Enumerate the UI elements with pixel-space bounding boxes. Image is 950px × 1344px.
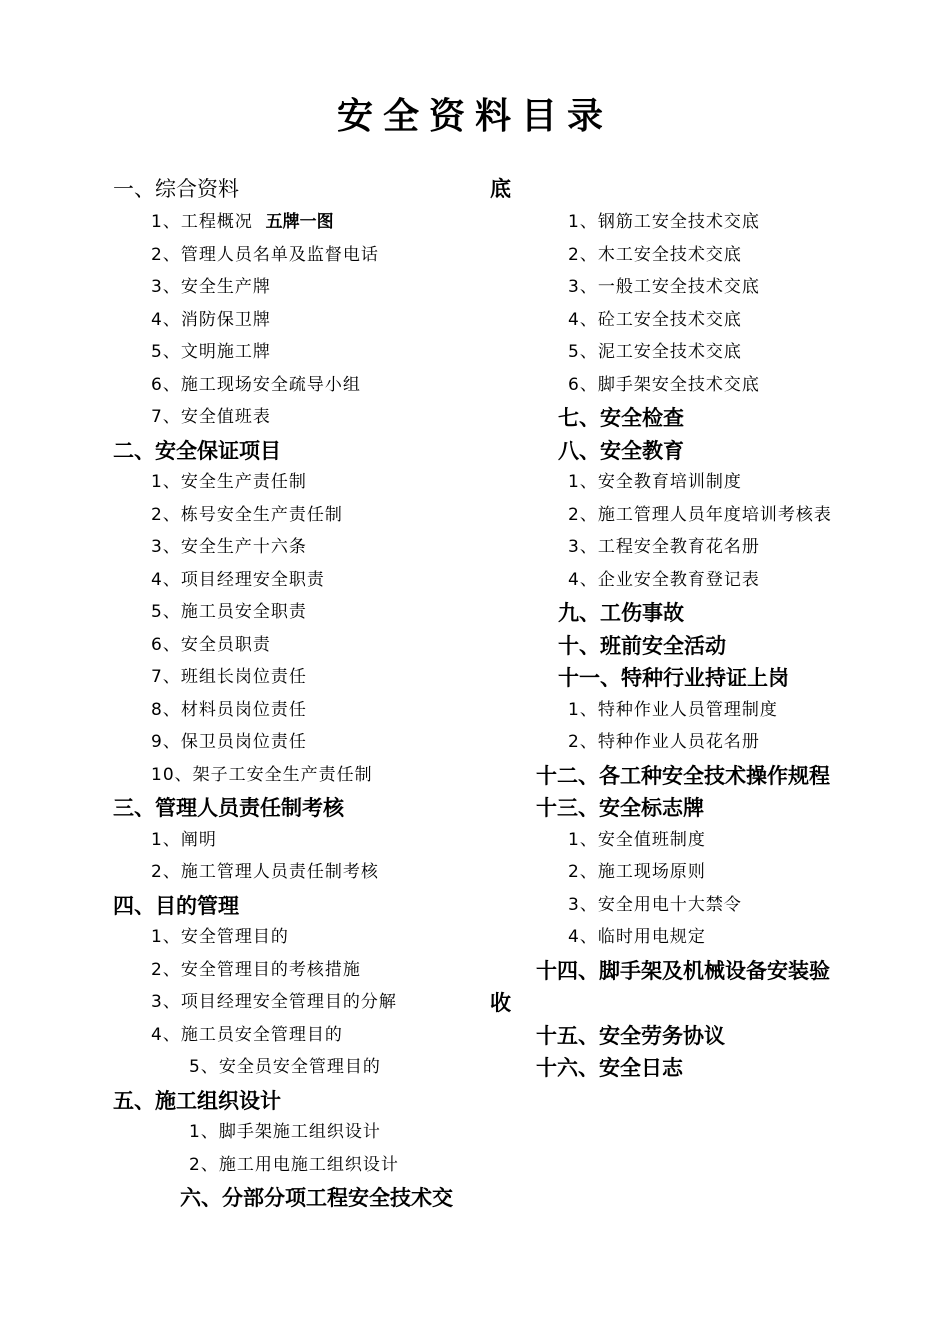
section-heading: 十六、安全日志	[536, 1056, 683, 1080]
list-item: 2、栋号安全生产责任制	[151, 505, 343, 525]
list-item: 9、保卫员岗位责任	[151, 732, 307, 752]
list-item: 4、临时用电规定	[568, 927, 706, 947]
list-item: 2、特种作业人员花名册	[568, 732, 760, 752]
section-heading: 十、班前安全活动	[558, 634, 726, 658]
list-item: 4、消防保卫牌	[151, 310, 271, 330]
list-item: 1、脚手架施工组织设计	[189, 1122, 381, 1142]
list-item: 5、安全员安全管理目的	[189, 1057, 381, 1077]
section-heading: 六、分部分项工程安全技术交	[180, 1186, 453, 1210]
list-item: 2、安全管理目的考核措施	[151, 960, 361, 980]
list-item: 4、施工员安全管理目的	[151, 1025, 343, 1045]
list-item: 10、架子工安全生产责任制	[151, 765, 373, 785]
section-heading: 三、管理人员责任制考核	[113, 796, 344, 820]
list-item: 5、文明施工牌	[151, 342, 271, 362]
list-item: 1、阐明	[151, 830, 217, 850]
list-item: 3、工程安全教育花名册	[568, 537, 760, 557]
list-item: 6、脚手架安全技术交底	[568, 375, 760, 395]
section-heading: 七、安全检查	[558, 406, 684, 430]
list-item: 2、管理人员名单及监督电话	[151, 245, 379, 265]
list-item: 1、工程概况 五牌一图	[151, 212, 334, 232]
list-item: 7、班组长岗位责任	[151, 667, 307, 687]
section-heading-continued: 底	[490, 177, 511, 201]
list-item: 3、一般工安全技术交底	[568, 277, 760, 297]
list-item: 3、安全用电十大禁令	[568, 895, 742, 915]
section-heading: 十四、脚手架及机械设备安装验	[536, 959, 830, 983]
list-item: 2、施工现场原则	[568, 862, 706, 882]
section-heading-continued: 收	[490, 991, 511, 1015]
list-item: 2、施工管理人员年度培训考核表	[568, 505, 832, 525]
section-heading: 十三、安全标志牌	[536, 796, 704, 820]
list-item: 3、安全生产十六条	[151, 537, 307, 557]
list-item: 8、材料员岗位责任	[151, 700, 307, 720]
list-item: 3、项目经理安全管理目的分解	[151, 992, 397, 1012]
list-item: 1、安全管理目的	[151, 927, 289, 947]
list-item: 2、施工管理人员责任制考核	[151, 862, 379, 882]
section-heading: 五、施工组织设计	[113, 1089, 281, 1113]
list-item: 5、泥工安全技术交底	[568, 342, 742, 362]
list-item: 1、特种作业人员管理制度	[568, 700, 778, 720]
section-heading: 十五、安全劳务协议	[536, 1024, 725, 1048]
section-heading: 十二、各工种安全技术操作规程	[536, 764, 830, 788]
list-item: 2、木工安全技术交底	[568, 245, 742, 265]
page-title: 安全资料目录	[336, 95, 613, 137]
list-item: 4、砼工安全技术交底	[568, 310, 742, 330]
list-item: 4、企业安全教育登记表	[568, 570, 760, 590]
list-item: 7、安全值班表	[151, 407, 271, 427]
section-heading: 四、目的管理	[113, 894, 239, 918]
list-item: 1、安全生产责任制	[151, 472, 307, 492]
list-item: 2、施工用电施工组织设计	[189, 1155, 399, 1175]
list-item: 1、安全值班制度	[568, 830, 706, 850]
section-heading: 十一、特种行业持证上岗	[558, 666, 789, 690]
list-item: 4、项目经理安全职责	[151, 570, 325, 590]
list-item: 1、安全教育培训制度	[568, 472, 742, 492]
list-item: 5、施工员安全职责	[151, 602, 307, 622]
section-heading: 二、安全保证项目	[113, 439, 281, 463]
list-item: 6、安全员职责	[151, 635, 271, 655]
list-item: 1、钢筋工安全技术交底	[568, 212, 760, 232]
list-item: 3、安全生产牌	[151, 277, 271, 297]
list-item: 6、施工现场安全疏导小组	[151, 375, 361, 395]
section-heading: 八、安全教育	[558, 439, 684, 463]
section-heading: 九、工伤事故	[558, 601, 684, 625]
section-heading: 一、综合资料	[113, 177, 239, 201]
item-emphasis: 五牌一图	[265, 212, 334, 232]
